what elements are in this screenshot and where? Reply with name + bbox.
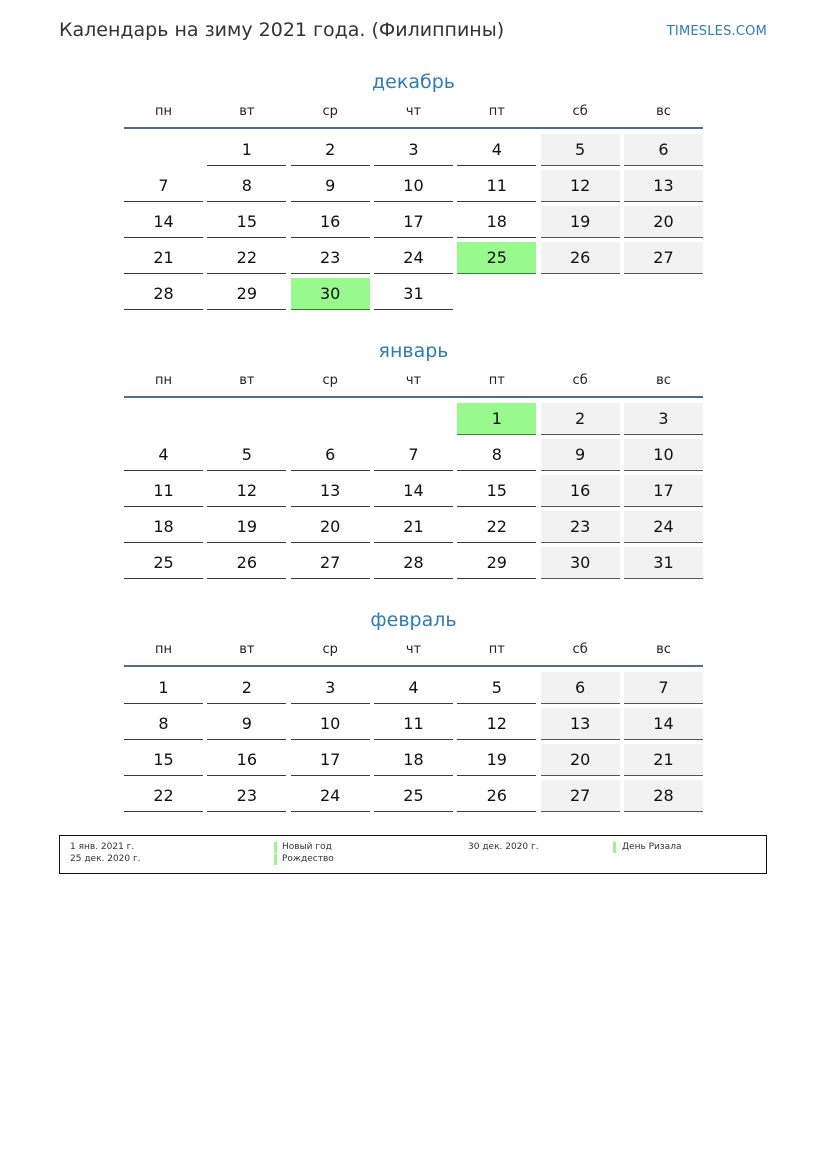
weekday-label: пн: [155, 104, 172, 119]
weekday-label: чт: [405, 104, 422, 119]
day-cell: 3: [374, 134, 453, 166]
week-row: [124, 744, 703, 776]
week-row: [124, 780, 703, 812]
week-row: [124, 170, 703, 202]
day-cell: 31: [374, 278, 453, 310]
day-cell: 21: [124, 242, 203, 274]
day-cell: 29: [457, 547, 536, 579]
weekend-day-cell: 7: [624, 672, 703, 704]
day-cell: 14: [374, 475, 453, 507]
day-cell: 17: [291, 744, 370, 776]
holiday-color-swatch: [274, 842, 277, 853]
day-cell: 24: [291, 780, 370, 812]
holiday-day-cell: 25: [457, 242, 536, 274]
weekend-day-cell: 6: [624, 134, 703, 166]
day-cell: 16: [207, 744, 286, 776]
weekday-label: пт: [488, 373, 505, 388]
day-cell: 6: [291, 439, 370, 471]
day-cell: 21: [374, 511, 453, 543]
empty-day-cell: [124, 134, 203, 166]
weekend-day-cell: 12: [541, 170, 620, 202]
weekend-day-cell: 27: [541, 780, 620, 812]
day-cell: 7: [374, 439, 453, 471]
day-cell: 29: [207, 278, 286, 310]
day-cell: 23: [207, 780, 286, 812]
day-cell: 9: [207, 708, 286, 740]
legend-date: 30 дек. 2020 г.: [468, 842, 539, 852]
holiday-color-swatch: [274, 854, 277, 865]
weekday-label: ср: [322, 373, 338, 388]
weekend-day-cell: 31: [624, 547, 703, 579]
day-cell: 12: [207, 475, 286, 507]
week-row: [124, 242, 703, 274]
day-cell: 18: [374, 744, 453, 776]
day-cell: 12: [457, 708, 536, 740]
legend-holiday-name: Новый год: [282, 842, 332, 852]
day-cell: 16: [291, 206, 370, 238]
weekday-label: пн: [155, 373, 172, 388]
weekend-day-cell: 20: [541, 744, 620, 776]
day-cell: 1: [207, 134, 286, 166]
weekend-day-cell: 17: [624, 475, 703, 507]
day-cell: 17: [374, 206, 453, 238]
day-cell: 22: [457, 511, 536, 543]
legend-holiday-name: День Ризала: [622, 842, 682, 852]
day-cell: 11: [457, 170, 536, 202]
week-row: [124, 511, 703, 543]
weekday-label: вс: [656, 373, 671, 388]
day-cell: 22: [124, 780, 203, 812]
holiday-day-cell: 1: [457, 403, 536, 435]
weekend-day-cell: 10: [624, 439, 703, 471]
weekend-day-cell: 26: [541, 242, 620, 274]
month-block: [124, 608, 703, 816]
day-cell: 25: [124, 547, 203, 579]
empty-day-cell: [374, 403, 453, 435]
week-row: [124, 475, 703, 507]
day-cell: 20: [291, 511, 370, 543]
day-cell: 23: [291, 242, 370, 274]
day-cell: 3: [291, 672, 370, 704]
week-row: [124, 547, 703, 579]
weekday-label: чт: [405, 642, 422, 657]
weekday-label: пт: [488, 104, 505, 119]
empty-day-cell: [207, 403, 286, 435]
empty-day-cell: [124, 403, 203, 435]
day-cell: 26: [457, 780, 536, 812]
day-cell: 8: [457, 439, 536, 471]
day-grid: [124, 134, 703, 310]
month-block: [124, 339, 703, 583]
weekend-day-cell: 3: [624, 403, 703, 435]
week-row: [124, 403, 703, 435]
day-cell: 14: [124, 206, 203, 238]
weekend-day-cell: 20: [624, 206, 703, 238]
day-cell: 4: [457, 134, 536, 166]
weekend-day-cell: 16: [541, 475, 620, 507]
weekday-label: вс: [656, 642, 671, 657]
day-cell: 4: [374, 672, 453, 704]
empty-day-cell: [457, 278, 536, 310]
day-grid: [124, 672, 703, 812]
month-name: декабрь: [372, 71, 455, 93]
month-name: январь: [378, 340, 449, 362]
weekday-label: пн: [155, 642, 172, 657]
day-cell: 18: [124, 511, 203, 543]
day-cell: 15: [124, 744, 203, 776]
month-block: [124, 70, 703, 314]
day-cell: 8: [124, 708, 203, 740]
empty-day-cell: [624, 278, 703, 310]
weekday-label: вт: [239, 104, 255, 119]
week-row: [124, 439, 703, 471]
weekend-day-cell: 2: [541, 403, 620, 435]
weekday-label: чт: [405, 373, 422, 388]
weekday-label: вс: [656, 104, 671, 119]
week-row: [124, 672, 703, 704]
weekday-label: сб: [572, 642, 588, 657]
day-cell: 11: [374, 708, 453, 740]
weekday-label: сб: [572, 104, 588, 119]
empty-day-cell: [541, 278, 620, 310]
day-cell: 28: [374, 547, 453, 579]
weekday-header: [124, 105, 703, 129]
day-cell: 27: [291, 547, 370, 579]
day-cell: 4: [124, 439, 203, 471]
day-cell: 24: [374, 242, 453, 274]
holiday-color-swatch: [613, 842, 616, 853]
weekday-label: вт: [239, 373, 255, 388]
holiday-legend: [59, 835, 767, 874]
day-cell: 26: [207, 547, 286, 579]
holiday-day-cell: 30: [291, 278, 370, 310]
week-row: [124, 278, 703, 310]
day-cell: 5: [207, 439, 286, 471]
day-cell: 18: [457, 206, 536, 238]
week-row: [124, 134, 703, 166]
day-cell: 15: [207, 206, 286, 238]
day-cell: 7: [124, 170, 203, 202]
week-row: [124, 206, 703, 238]
weekend-day-cell: 21: [624, 744, 703, 776]
weekend-day-cell: 5: [541, 134, 620, 166]
weekend-day-cell: 28: [624, 780, 703, 812]
day-cell: 15: [457, 475, 536, 507]
day-cell: 19: [457, 744, 536, 776]
day-cell: 28: [124, 278, 203, 310]
weekday-label: ср: [322, 104, 338, 119]
legend-date: 1 янв. 2021 г.: [70, 842, 135, 852]
weekday-label: вт: [239, 642, 255, 657]
weekday-header: [124, 643, 703, 667]
day-cell: 2: [291, 134, 370, 166]
weekend-day-cell: 23: [541, 511, 620, 543]
day-cell: 10: [291, 708, 370, 740]
weekday-label: пт: [488, 642, 505, 657]
day-cell: 1: [124, 672, 203, 704]
day-cell: 13: [291, 475, 370, 507]
weekend-day-cell: 13: [541, 708, 620, 740]
legend-date: 25 дек. 2020 г.: [70, 854, 141, 864]
day-cell: 22: [207, 242, 286, 274]
weekend-day-cell: 9: [541, 439, 620, 471]
weekday-label: ср: [322, 642, 338, 657]
weekend-day-cell: 19: [541, 206, 620, 238]
week-row: [124, 708, 703, 740]
day-cell: 8: [207, 170, 286, 202]
weekday-label: сб: [572, 373, 588, 388]
weekday-header: [124, 374, 703, 398]
day-cell: 25: [374, 780, 453, 812]
page-title: Календарь на зиму 2021 года. (Филиппины): [59, 19, 505, 41]
site-link[interactable]: TIMESLES.COM: [666, 24, 767, 39]
month-name: февраль: [370, 609, 457, 631]
empty-day-cell: [291, 403, 370, 435]
day-cell: 19: [207, 511, 286, 543]
day-cell: 10: [374, 170, 453, 202]
weekend-day-cell: 6: [541, 672, 620, 704]
weekend-day-cell: 13: [624, 170, 703, 202]
weekend-day-cell: 24: [624, 511, 703, 543]
legend-holiday-name: Рождество: [282, 854, 334, 864]
day-cell: 11: [124, 475, 203, 507]
day-grid: [124, 403, 703, 579]
day-cell: 5: [457, 672, 536, 704]
day-cell: 9: [291, 170, 370, 202]
weekend-day-cell: 14: [624, 708, 703, 740]
weekend-day-cell: 30: [541, 547, 620, 579]
day-cell: 2: [207, 672, 286, 704]
weekend-day-cell: 27: [624, 242, 703, 274]
